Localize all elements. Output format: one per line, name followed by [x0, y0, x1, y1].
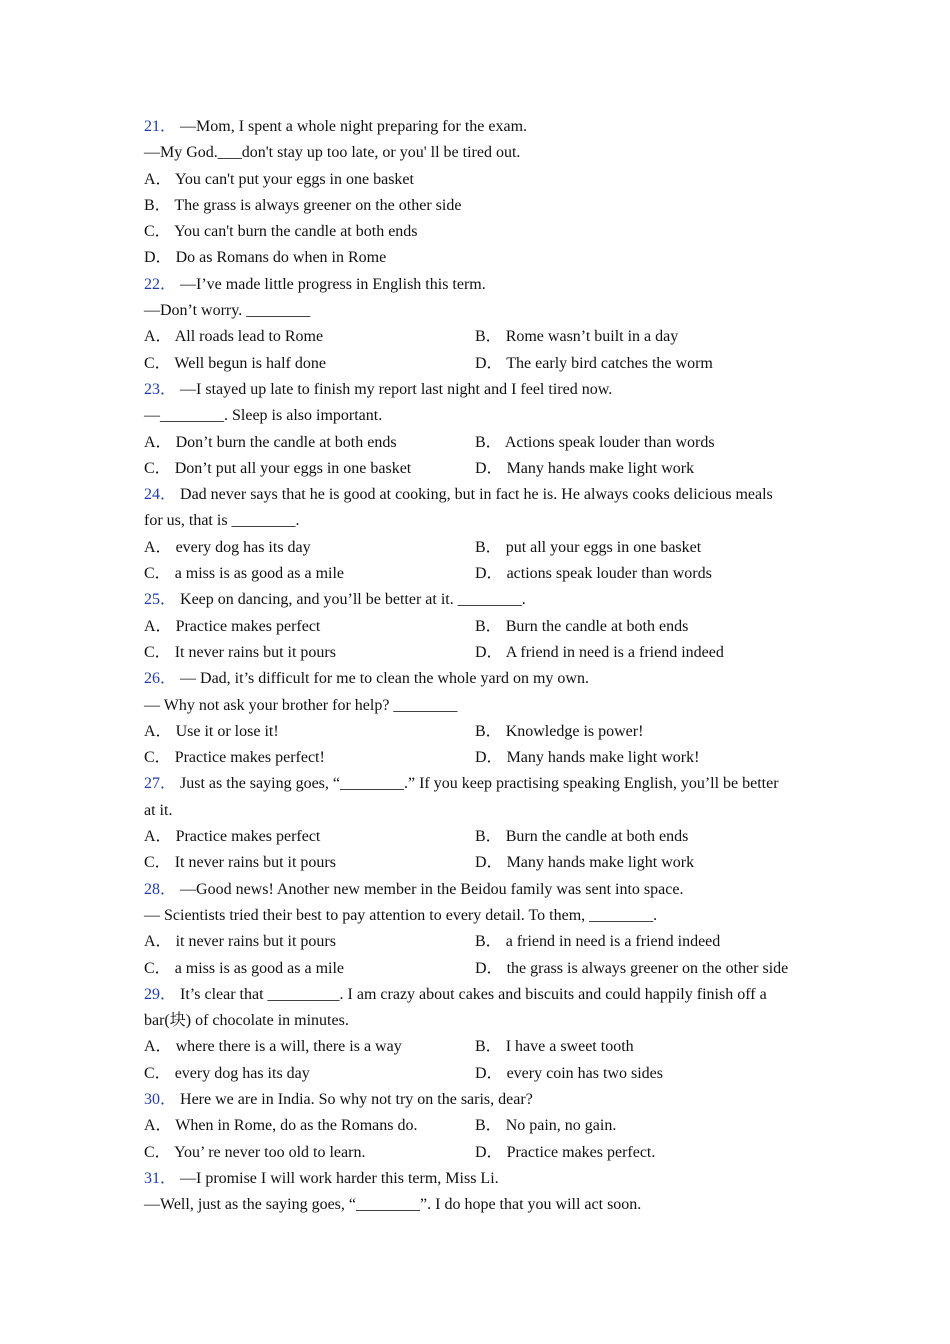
question-stem-line-2: —Don’t worry. ________: [144, 302, 311, 320]
option-a: A． where there is a will, there is a way: [144, 1038, 402, 1056]
option-a: A． every dog has its day: [144, 538, 311, 556]
option-a: A． All roads lead to Rome: [144, 328, 324, 346]
option-b: B． Burn the candle at both ends: [475, 617, 689, 635]
option-d: D． The early bird catches the worm: [475, 354, 713, 372]
option-c: C． You can't burn the candle at both ends: [144, 223, 418, 241]
option-c: C． You’ re never too old to learn.: [144, 1143, 366, 1161]
question-stem-line-2: —Well, just as the saying goes, “________”. I do hope that you will act soon.: [144, 1196, 642, 1214]
question-number: 27．: [144, 775, 177, 793]
question-stem-line-2: — Scientists tried their best to pay attention to every detail. To them, ________.: [144, 906, 658, 924]
question-24: [144, 482, 814, 587]
question-number: 24．: [144, 486, 177, 504]
question-stem: 27． Just as the saying goes, “________.” If you keep practising speaking English, you’ll be better: [144, 775, 779, 793]
question-stem-line-2: for us, that is ________.: [144, 512, 300, 530]
option-c: C． Well begun is half done: [144, 354, 326, 372]
option-b: B． Knowledge is power!: [475, 722, 644, 740]
question-stem-line-2: —________. Sleep is also important.: [144, 407, 383, 425]
question-number: 21．: [144, 118, 177, 135]
question-23: [144, 377, 814, 482]
question-number: 25．: [144, 591, 177, 609]
question-number: 28．: [144, 880, 177, 898]
question-number: 31．: [144, 1169, 177, 1187]
option-c: C． It never rains but it pours: [144, 643, 336, 661]
option-b: B． No pain, no gain.: [475, 1117, 617, 1135]
option-a: A． You can't put your eggs in one basket: [144, 170, 414, 188]
option-a: A． Practice makes perfect: [144, 828, 321, 846]
option-d: D． the grass is always greener on the other side: [475, 959, 789, 977]
option-b: B． Rome wasn’t built in a day: [475, 328, 679, 346]
question-stem: 30． Here we are in India. So why not try on the saris, dear?: [144, 1090, 533, 1108]
question-number: 29．: [144, 985, 177, 1003]
question-number: 23．: [144, 380, 177, 398]
question-stem: 29． It’s clear that _________. I am crazy about cakes and biscuits and could happily finish off a: [144, 985, 767, 1003]
question-29: [144, 982, 814, 1087]
option-d: D． Practice makes perfect.: [475, 1143, 656, 1161]
question-21: [144, 114, 814, 272]
question-28: [144, 877, 814, 982]
option-c: C． a miss is as good as a mile: [144, 959, 344, 977]
question-number: 26．: [144, 670, 177, 688]
option-c: C． every dog has its day: [144, 1064, 310, 1082]
option-a: A． Use it or lose it!: [144, 722, 279, 740]
option-d: D． A friend in need is a friend indeed: [475, 643, 724, 661]
option-d: D． Many hands make light work!: [475, 749, 700, 767]
question-25: [144, 587, 814, 666]
option-c: C． Practice makes perfect!: [144, 749, 325, 767]
question-30: [144, 1087, 814, 1166]
option-d: D． Many hands make light work: [475, 854, 695, 872]
option-d: D． actions speak louder than words: [475, 565, 712, 583]
question-stem-line-2: at it.: [144, 801, 173, 819]
question-stem: 21． —Mom, I spent a whole night preparing for the exam.: [144, 118, 528, 135]
option-c: C． a miss is as good as a mile: [144, 565, 344, 583]
question-stem: 25． Keep on dancing, and you’ll be better at it. ________.: [144, 591, 526, 609]
option-a: A． it never rains but it pours: [144, 933, 336, 951]
option-a: A． When in Rome, do as the Romans do.: [144, 1117, 418, 1135]
question-26: [144, 666, 814, 771]
option-d: D． Many hands make light work: [475, 459, 695, 477]
question-27: [144, 771, 814, 876]
option-b: B． I have a sweet tooth: [475, 1038, 634, 1056]
option-a: A． Don’t burn the candle at both ends: [144, 433, 397, 451]
question-stem: 31． —I promise I will work harder this term, Miss Li.: [144, 1169, 499, 1187]
option-b: B． a friend in need is a friend indeed: [475, 933, 721, 951]
question-stem: 28． —Good news! Another new member in the Beidou family was sent into space.: [144, 880, 684, 898]
question-31: [144, 1166, 814, 1219]
option-b: B． Burn the candle at both ends: [475, 828, 689, 846]
option-b: B． Actions speak louder than words: [475, 433, 715, 451]
option-b: B． The grass is always greener on the other side: [144, 196, 462, 214]
option-c: C． Don’t put all your eggs in one basket: [144, 459, 412, 477]
option-c: C． It never rains but it pours: [144, 854, 336, 872]
option-d: D． Do as Romans do when in Rome: [144, 249, 387, 267]
question-stem-line-2: —My God.___don't stay up too late, or you' ll be tired out.: [144, 144, 521, 162]
question-number: 30．: [144, 1090, 177, 1108]
question-stem-line-2: bar(块) of chocolate in minutes.: [144, 1012, 349, 1030]
question-stem-line-2: — Why not ask your brother for help? ________: [144, 696, 458, 714]
question-stem: 22． —I’ve made little progress in English this term.: [144, 275, 486, 293]
option-d: D． every coin has two sides: [475, 1064, 663, 1082]
option-a: A． Practice makes perfect: [144, 617, 321, 635]
question-stem: 23． —I stayed up late to finish my report last night and I feel tired now.: [144, 380, 613, 398]
question-stem: 24． Dad never says that he is good at cooking, but in fact he is. He always cooks delicious meals: [144, 486, 773, 504]
question-list: [144, 114, 814, 1218]
option-b: B． put all your eggs in one basket: [475, 538, 702, 556]
question-number: 22．: [144, 275, 177, 293]
question-stem: 26． — Dad, it’s difficult for me to clean the whole yard on my own.: [144, 670, 589, 688]
question-22: [144, 272, 814, 377]
